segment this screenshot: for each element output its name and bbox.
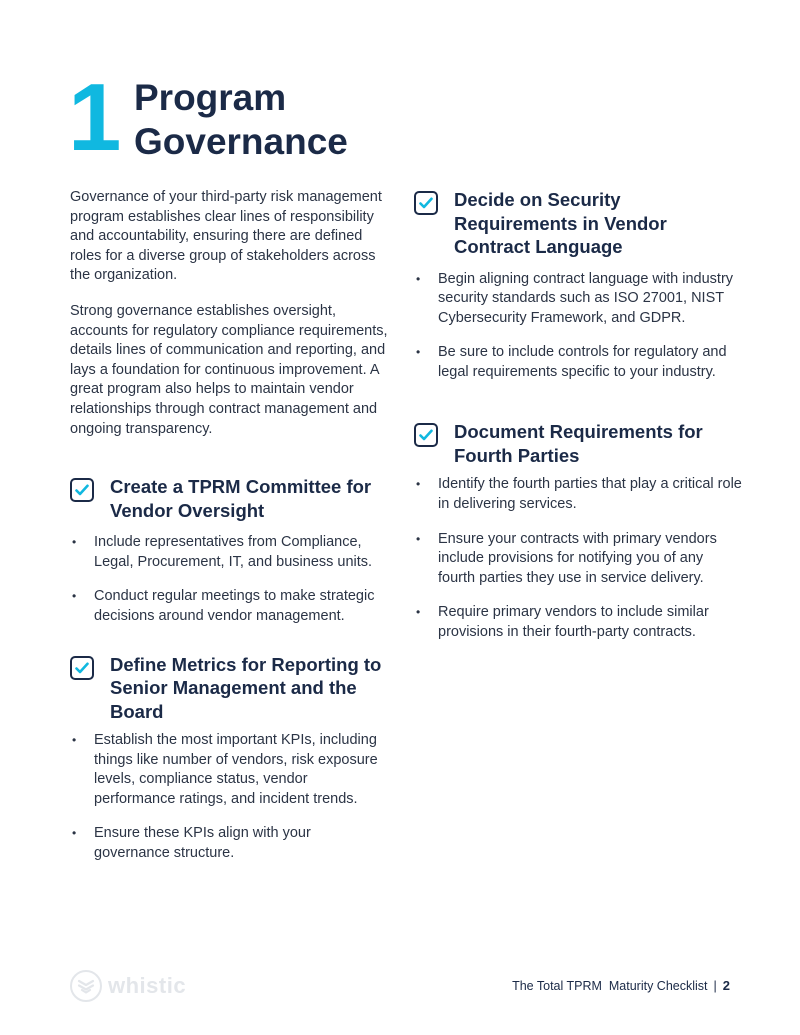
bullet-item: • Ensure your contracts with primary vendors include provisions for notifying you of any fourth parties they use in service delivery. xyxy=(414,530,744,589)
title-line-2: Governance xyxy=(134,121,348,162)
bullet-list xyxy=(414,475,744,642)
bullet-item: • Conduct regular meetings to make strategic decisions around vendor management. xyxy=(70,587,390,626)
section-heading xyxy=(70,653,390,724)
bullet-item: • Require primary vendors to include similar provisions in their fourth-party contracts. xyxy=(414,603,744,642)
bullet-list xyxy=(414,270,744,383)
checklist-section-fourth-parties xyxy=(414,420,744,642)
bullet-list xyxy=(70,731,390,864)
section-number: 1 xyxy=(68,64,118,171)
checklist-section-metrics xyxy=(70,653,390,864)
checklist-section-security xyxy=(414,188,744,382)
section-heading xyxy=(70,475,390,522)
bullet-item: • Identify the fourth parties that play a critical role in delivering services. xyxy=(414,475,744,514)
section-heading xyxy=(414,420,744,467)
section-heading xyxy=(414,188,744,259)
right-column xyxy=(414,188,744,643)
bullet-item: • Be sure to include controls for regulatory and legal requirements specific to your industry. xyxy=(414,343,744,382)
logo-wordmark: whistic xyxy=(108,973,187,998)
intro-paragraph-1: Governance of your third-party risk management program establishes clear lines of responsibility and accountability, ensuring there are defined roles for a diverse group of stakeholders across the organization. xyxy=(70,189,382,284)
page-footer xyxy=(512,978,730,993)
checkbox-checked-icon[interactable] xyxy=(414,423,438,447)
checklist-section-committee xyxy=(70,475,390,626)
whistic-logo-icon xyxy=(70,970,102,1002)
checkbox-checked-icon[interactable] xyxy=(70,478,94,502)
page-number: 2 xyxy=(722,978,730,993)
intro-paragraph-2: Strong governance establishes oversight, accounts for regulatory compliance requirements, details lines of communication and reporting, and lays a foundation for continuous improvement. A great program also helps to maintain vendor relationships through contract management and ongoing transparency. xyxy=(70,302,388,437)
section-title: Decide on Security Requirements in Vendor Contract Language xyxy=(454,189,667,257)
footer-separator: | xyxy=(713,978,717,993)
bullet-item: • Establish the most important KPIs, including things like number of vendors, risk exposure levels, compliance status, vendor performance ratings, and incident trends. xyxy=(70,731,390,809)
bullet-item: • Begin aligning contract language with industry security standards such as ISO 27001, NIST Cybersecurity Framework, and GDPR. xyxy=(414,270,744,329)
page-title xyxy=(134,76,348,164)
bullet-list xyxy=(70,533,390,626)
section-title: Document Requirements for Fourth Parties xyxy=(454,421,703,466)
section-title: Create a TPRM Committee for Vendor Oversight xyxy=(110,476,372,521)
checkbox-checked-icon[interactable] xyxy=(70,656,94,680)
document-title: The Total TPRM Maturity Checklist xyxy=(512,978,708,993)
bullet-item: • Include representatives from Compliance, Legal, Procurement, IT, and business units. xyxy=(70,533,390,572)
left-column xyxy=(70,188,390,864)
checkbox-checked-icon[interactable] xyxy=(414,191,438,215)
bullet-item: • Ensure these KPIs align with your governance structure. xyxy=(70,824,390,863)
title-line-1: Program xyxy=(134,77,287,118)
whistic-logo xyxy=(70,970,186,1002)
section-title: Define Metrics for Reporting to Senior Management and the Board xyxy=(110,653,382,722)
